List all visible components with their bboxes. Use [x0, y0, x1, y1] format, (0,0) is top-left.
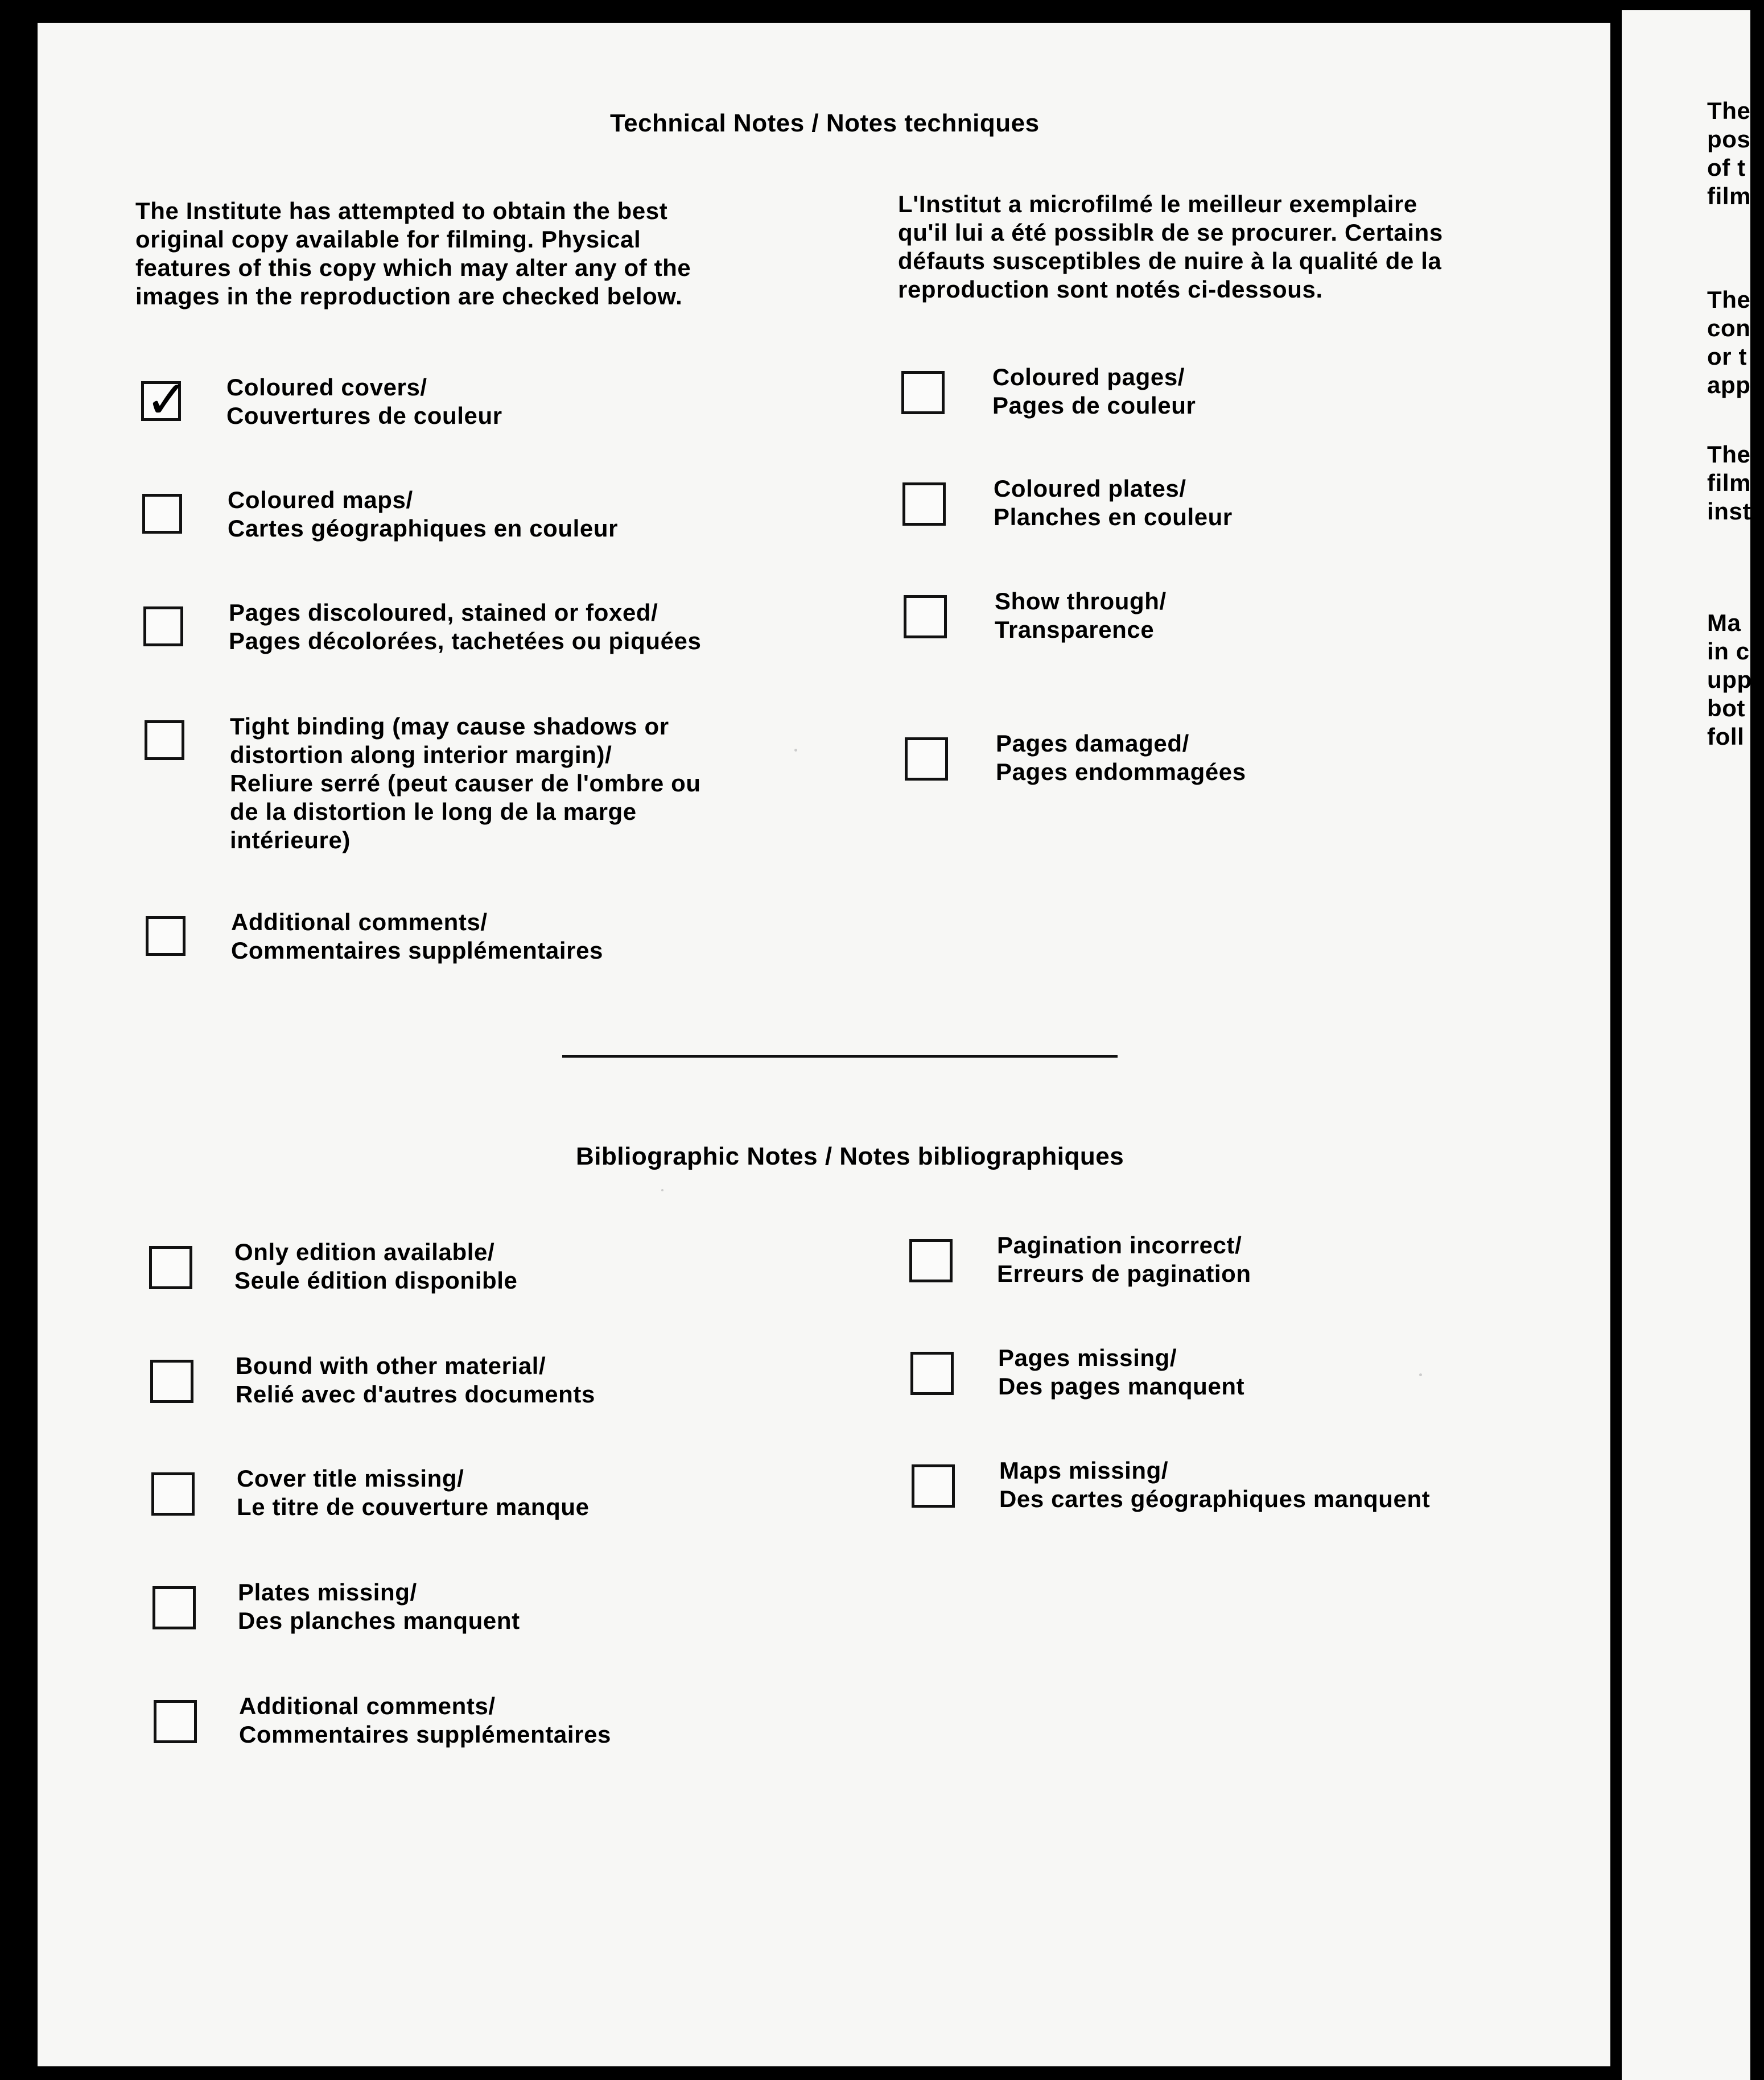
fragment-block-4	[1707, 609, 1752, 751]
label-line: Planches en couleur	[994, 504, 1233, 530]
item-label	[231, 908, 603, 965]
checkbox[interactable]	[141, 369, 189, 430]
fragment-line: upp	[1707, 666, 1752, 693]
label-line: Coloured covers/	[226, 374, 427, 401]
intro-line: qu'il lui a été possiblʀ de se procurer. Certains	[898, 219, 1443, 246]
item-label	[238, 1578, 520, 1635]
checkbox[interactable]	[150, 1360, 193, 1403]
label-line: Transparence	[995, 616, 1155, 643]
scan-speck	[1419, 1373, 1422, 1376]
label-line: Bound with other material/	[236, 1352, 546, 1379]
fragment-line: bot	[1707, 695, 1746, 721]
fragment-line: inst	[1707, 498, 1751, 525]
item-label	[239, 1692, 611, 1749]
fragment-line: film	[1707, 183, 1751, 209]
intro-line: reproduction sont notés ci-dessous.	[898, 276, 1323, 303]
scan-speck	[794, 749, 797, 752]
label-line: Des pages manquent	[998, 1373, 1245, 1400]
fragment-line: poss	[1707, 126, 1764, 152]
label-line: Erreurs de pagination	[997, 1260, 1251, 1287]
checkmark-icon: ✓	[145, 369, 189, 430]
intro-line: L'Institut a microfilmé le meilleur exemplaire	[898, 191, 1417, 217]
fragment-line: in c	[1707, 638, 1750, 665]
item-label	[228, 486, 618, 543]
fragment-line: of t	[1707, 154, 1746, 181]
item-label	[994, 474, 1233, 531]
fragment-block-1	[1707, 97, 1764, 211]
checkbox[interactable]	[904, 595, 947, 638]
fragment-line: Ma	[1707, 609, 1741, 636]
item-label	[234, 1238, 517, 1295]
label-line: Pages damaged/	[996, 730, 1189, 757]
label-line: Pages endommagées	[996, 758, 1246, 785]
item-label	[997, 1231, 1251, 1288]
label-line: Coloured pages/	[992, 364, 1185, 390]
intro-line: défauts susceptibles de nuire à la qualité de la	[898, 247, 1442, 274]
item-label	[992, 363, 1196, 420]
section-divider	[562, 1055, 1118, 1058]
item-label	[996, 729, 1246, 786]
label-line: Seule édition disponible	[234, 1267, 518, 1294]
label-line: Reliure serré (peut causer de l'ombre ou	[230, 770, 701, 796]
technical-notes-title: Technical Notes / Notes techniques	[610, 109, 1040, 137]
fragment-block-3	[1707, 440, 1751, 526]
fragment-block-2	[1707, 286, 1750, 399]
checkbox[interactable]	[145, 720, 184, 760]
label-line: Cover title missing/	[237, 1465, 464, 1492]
checkbox[interactable]	[146, 916, 186, 956]
checkbox[interactable]	[153, 1586, 196, 1629]
fragment-line: con	[1707, 315, 1751, 341]
label-line: Tight binding (may cause shadows or	[230, 713, 669, 740]
intro-line: images in the reproduction are checked below.	[135, 283, 683, 309]
fragment-line: foll	[1707, 723, 1745, 750]
label-line: Des planches manquent	[238, 1607, 520, 1634]
fragment-line: The	[1707, 286, 1751, 313]
checkbox[interactable]	[901, 371, 945, 414]
label-line: Additional comments/	[239, 1693, 496, 1719]
item-label	[230, 712, 701, 855]
label-line: Cartes géographiques en couleur	[228, 515, 619, 542]
label-line: Plates missing/	[238, 1579, 417, 1606]
checkbox[interactable]	[909, 1239, 953, 1282]
scan-speck	[661, 1189, 663, 1191]
fragment-line: or t	[1707, 343, 1747, 370]
checkbox[interactable]	[142, 494, 182, 534]
label-line: Coloured plates/	[994, 475, 1186, 502]
item-label	[999, 1456, 1430, 1513]
checkbox[interactable]	[912, 1464, 955, 1508]
label-line: Pages missing/	[998, 1344, 1177, 1371]
intro-line: The Institute has attempted to obtain the best	[135, 197, 668, 224]
fragment-line: film	[1707, 469, 1751, 496]
page-gutter	[1610, 0, 1622, 2080]
item-label	[229, 599, 701, 655]
label-line: de la distortion le long de la marge	[230, 798, 637, 825]
label-line: Commentaires supplémentaires	[231, 937, 604, 964]
checkbox[interactable]	[149, 1246, 192, 1289]
checkbox[interactable]	[143, 606, 183, 646]
label-line: distortion along interior margin)/	[230, 741, 612, 768]
intro-line: original copy available for filming. Physical	[135, 226, 641, 253]
checkbox[interactable]	[151, 1472, 195, 1516]
label-line: Pages de couleur	[992, 392, 1196, 419]
technical-notes-page	[38, 23, 1610, 2066]
label-line: Only edition available/	[234, 1239, 495, 1265]
intro-english	[135, 197, 691, 311]
label-line: Show through/	[995, 588, 1167, 614]
fragment-line: The	[1707, 441, 1751, 468]
intro-line: features of this copy which may alter any of the	[135, 254, 691, 281]
fragment-line: The	[1707, 97, 1751, 124]
label-line: Coloured maps/	[228, 486, 413, 513]
label-line: Pages décolorées, tachetées ou piquées	[229, 628, 702, 654]
label-line: Commentaires supplémentaires	[239, 1721, 612, 1748]
fragment-line: app	[1707, 372, 1751, 398]
checkbox[interactable]	[154, 1700, 197, 1743]
label-line: Pagination incorrect/	[997, 1232, 1242, 1258]
label-line: Le titre de couverture manque	[237, 1493, 590, 1520]
item-label	[237, 1464, 590, 1521]
item-label	[226, 373, 502, 430]
intro-french	[898, 190, 1443, 304]
item-label	[995, 587, 1167, 644]
label-line: Additional comments/	[231, 909, 488, 935]
next-page-edge	[1622, 10, 1764, 2080]
label-line: intérieure)	[230, 827, 351, 853]
checkbox[interactable]	[902, 482, 946, 526]
label-line: Couvertures de couleur	[226, 402, 502, 429]
checkbox[interactable]	[910, 1352, 954, 1395]
checkbox[interactable]	[905, 737, 948, 781]
item-label	[236, 1352, 595, 1409]
label-line: Des cartes géographiques manquent	[999, 1485, 1431, 1512]
item-label	[998, 1344, 1244, 1401]
label-line: Relié avec d'autres documents	[236, 1381, 595, 1408]
label-line: Maps missing/	[999, 1457, 1169, 1484]
label-line: Pages discoloured, stained or foxed/	[229, 599, 658, 626]
bibliographic-notes-title: Bibliographic Notes / Notes bibliographiques	[576, 1142, 1124, 1170]
